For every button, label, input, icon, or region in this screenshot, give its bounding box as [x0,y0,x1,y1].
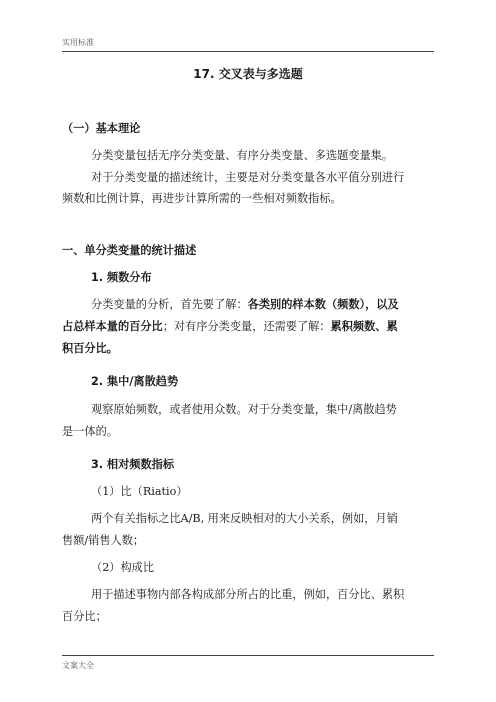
section-1-heading: 一、单分类变量的统计描述 [62,244,197,257]
subsection-3-heading: 3. 相对频数指标 [91,458,175,471]
document-title: 17. 交叉表与多选题 [193,67,303,81]
basic-paragraph-2-line-2: 频数和比例计算，再进步计算所需的一些相对频数指标。 [62,192,342,205]
sub1-line1-bold: 各类别的样本数（频数），以及 [247,298,399,311]
sub1-line2-bold-b: 累积频数、累 [330,320,398,333]
header-rule [62,51,434,52]
subsection-1-line-3: 积百分比。 [62,342,118,355]
basic-paragraph-2-line-1: 对于分类变量的描述统计，主要是对分类变量各水平值分别进行 [91,171,405,184]
item-1-line-1: 两个有关指标之比A/B, 用来反映相对的大小关系，例如，月销 [91,512,398,525]
sub1-line1-normal: 分类变量的分析，首先要了解： [91,298,248,311]
subsection-1-line-1 [62,297,434,313]
sub1-line2-normal: ；对有序分类变量，还需要了解： [162,320,331,333]
subsection-1-line-2 [62,319,434,335]
item-2-line-2: 百分比； [62,610,107,623]
item-1-heading: （1）比（Riatio） [91,485,188,498]
subsection-2-line-2: 是一体的。 [62,425,118,438]
page-footer-label: 文案大全 [62,661,94,670]
subsection-1-heading: 1. 频数分布 [91,271,152,284]
page-header-label: 实用标准 [62,38,94,47]
basic-theory-heading: （一）基本理论 [62,122,141,135]
item-2-heading: （2）构成比 [91,561,155,574]
subsection-2-heading: 2. 集中/离散趋势 [91,375,179,388]
item-1-line-2: 售额/销售人数； [62,534,145,547]
footer-rule [62,655,434,656]
sub1-line2-bold-a: 占总样本量的百分比 [62,320,163,333]
subsection-2-line-1: 观察原始频数，或者使用众数。对于分类变量，集中/离散趋势 [91,403,397,416]
item-2-line-1: 用于描述事物内部各构成部分所占的比重，例如，百分比、累积 [91,588,405,601]
basic-paragraph-1: 分类变量包括无序分类变量、有序分类变量、多选题变量集。 [91,149,394,162]
